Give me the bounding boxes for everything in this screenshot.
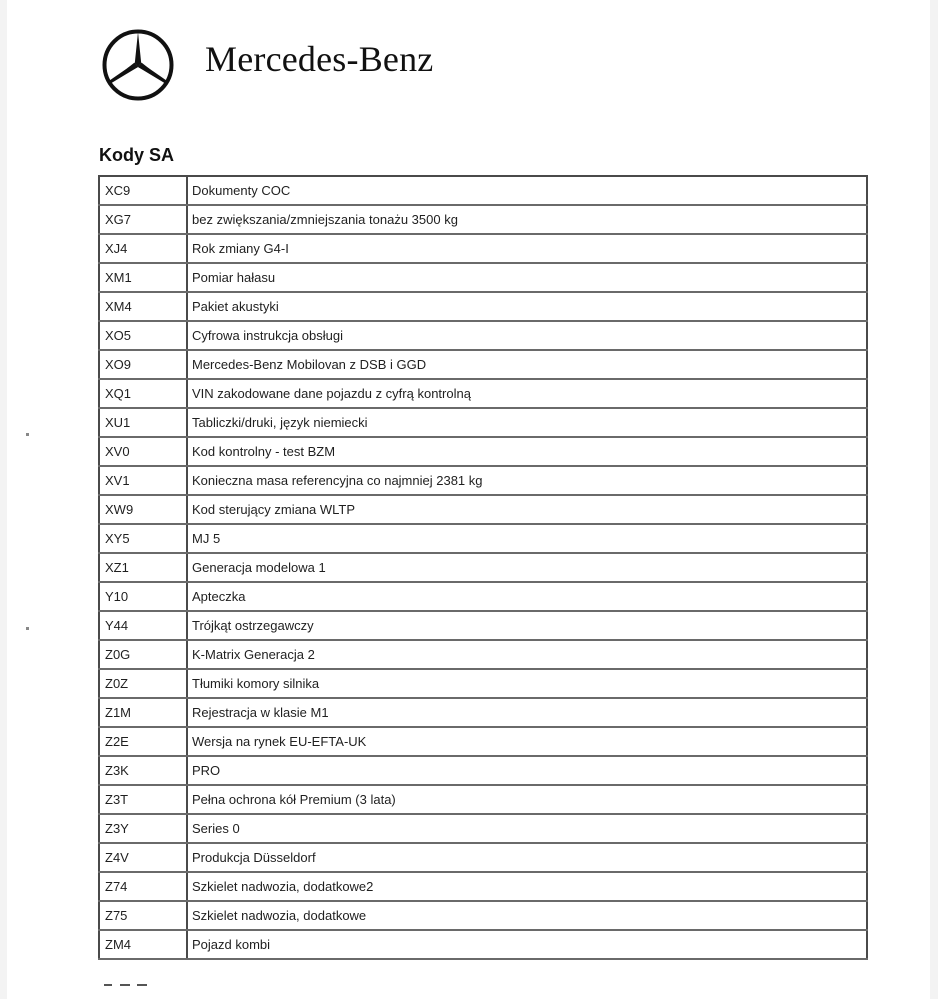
- sa-code-cell: Z3Y: [99, 814, 187, 843]
- sa-description-cell: Pojazd kombi: [187, 930, 867, 959]
- table-row: [99, 785, 867, 814]
- table-row: [99, 872, 867, 901]
- sa-description-cell: Produkcja Düsseldorf: [187, 843, 867, 872]
- sa-code-cell: Z3T: [99, 785, 187, 814]
- sa-description-cell: Pomiar hałasu: [187, 263, 867, 292]
- sa-code-cell: XV0: [99, 437, 187, 466]
- sa-code-cell: Z2E: [99, 727, 187, 756]
- brand-name: Mercedes-Benz: [205, 39, 434, 79]
- sa-description-cell: Tłumiki komory silnika: [187, 669, 867, 698]
- table-row: [99, 727, 867, 756]
- table-row: [99, 640, 867, 669]
- sa-code-cell: XC9: [99, 176, 187, 205]
- sa-description-cell: PRO: [187, 756, 867, 785]
- sa-description-cell: Series 0: [187, 814, 867, 843]
- table-row: [99, 611, 867, 640]
- sa-code-cell: XU1: [99, 408, 187, 437]
- sa-description-cell: Cyfrowa instrukcja obsługi: [187, 321, 867, 350]
- table-row: [99, 321, 867, 350]
- sa-code-cell: Z0G: [99, 640, 187, 669]
- scan-artifact-dash: [120, 984, 130, 986]
- sa-description-cell: Rok zmiany G4-I: [187, 234, 867, 263]
- sa-code-cell: XY5: [99, 524, 187, 553]
- table-row: [99, 669, 867, 698]
- sa-code-cell: XW9: [99, 495, 187, 524]
- scan-dot: [26, 433, 29, 436]
- sa-code-cell: XO5: [99, 321, 187, 350]
- sa-description-cell: Trójkąt ostrzegawczy: [187, 611, 867, 640]
- sa-code-cell: XJ4: [99, 234, 187, 263]
- sa-description-cell: Konieczna masa referencyjna co najmniej 2381 kg: [187, 466, 867, 495]
- sa-code-cell: Z1M: [99, 698, 187, 727]
- sa-description-cell: Pełna ochrona kół Premium (3 lata): [187, 785, 867, 814]
- table-row: [99, 901, 867, 930]
- sa-codes-table: [98, 175, 868, 960]
- sa-code-cell: Z4V: [99, 843, 187, 872]
- sa-code-cell: Y10: [99, 582, 187, 611]
- sa-description-cell: Szkielet nadwozia, dodatkowe2: [187, 872, 867, 901]
- table-row: [99, 843, 867, 872]
- scan-artifact-dash: [104, 984, 112, 986]
- table-row: [99, 350, 867, 379]
- sa-code-cell: ZM4: [99, 930, 187, 959]
- sa-description-cell: Dokumenty COC: [187, 176, 867, 205]
- table-row: [99, 756, 867, 785]
- sa-code-cell: XQ1: [99, 379, 187, 408]
- sa-code-cell: Z3K: [99, 756, 187, 785]
- sa-description-cell: Tabliczki/druki, język niemiecki: [187, 408, 867, 437]
- scan-artifact-dash: [137, 984, 147, 986]
- sa-description-cell: Pakiet akustyki: [187, 292, 867, 321]
- sa-code-cell: Z74: [99, 872, 187, 901]
- table-row: [99, 205, 867, 234]
- table-row: [99, 437, 867, 466]
- sa-code-cell: XG7: [99, 205, 187, 234]
- sa-code-cell: Z0Z: [99, 669, 187, 698]
- sa-code-cell: XZ1: [99, 553, 187, 582]
- sa-description-cell: Mercedes-Benz Mobilovan z DSB i GGD: [187, 350, 867, 379]
- sa-code-cell: XO9: [99, 350, 187, 379]
- sa-code-cell: XV1: [99, 466, 187, 495]
- table-row: [99, 263, 867, 292]
- table-row: [99, 379, 867, 408]
- sa-code-cell: XM1: [99, 263, 187, 292]
- table-row: [99, 582, 867, 611]
- sa-description-cell: VIN zakodowane dane pojazdu z cyfrą kontrolną: [187, 379, 867, 408]
- sa-description-cell: K-Matrix Generacja 2: [187, 640, 867, 669]
- sa-description-cell: Generacja modelowa 1: [187, 553, 867, 582]
- sa-code-cell: XM4: [99, 292, 187, 321]
- table-row: [99, 814, 867, 843]
- table-row: [99, 234, 867, 263]
- sa-description-cell: Apteczka: [187, 582, 867, 611]
- sa-code-cell: Z75: [99, 901, 187, 930]
- table-row: [99, 495, 867, 524]
- section-title: Kody SA: [99, 145, 175, 165]
- table-row: [99, 553, 867, 582]
- sa-code-cell: Y44: [99, 611, 187, 640]
- scan-dot: [26, 627, 29, 630]
- sa-description-cell: Szkielet nadwozia, dodatkowe: [187, 901, 867, 930]
- table-row: [99, 176, 867, 205]
- table-row: [99, 408, 867, 437]
- sa-description-cell: Wersja na rynek EU-EFTA-UK: [187, 727, 867, 756]
- table-row: [99, 524, 867, 553]
- sa-description-cell: MJ 5: [187, 524, 867, 553]
- table-row: [99, 466, 867, 495]
- mercedes-star-icon: [101, 28, 175, 102]
- sa-description-cell: bez zwiększania/zmniejszania tonażu 3500 kg: [187, 205, 867, 234]
- sa-description-cell: Kod sterujący zmiana WLTP: [187, 495, 867, 524]
- table-row: [99, 698, 867, 727]
- sa-description-cell: Kod kontrolny - test BZM: [187, 437, 867, 466]
- sa-description-cell: Rejestracja w klasie M1: [187, 698, 867, 727]
- table-row: [99, 292, 867, 321]
- table-row: [99, 930, 867, 959]
